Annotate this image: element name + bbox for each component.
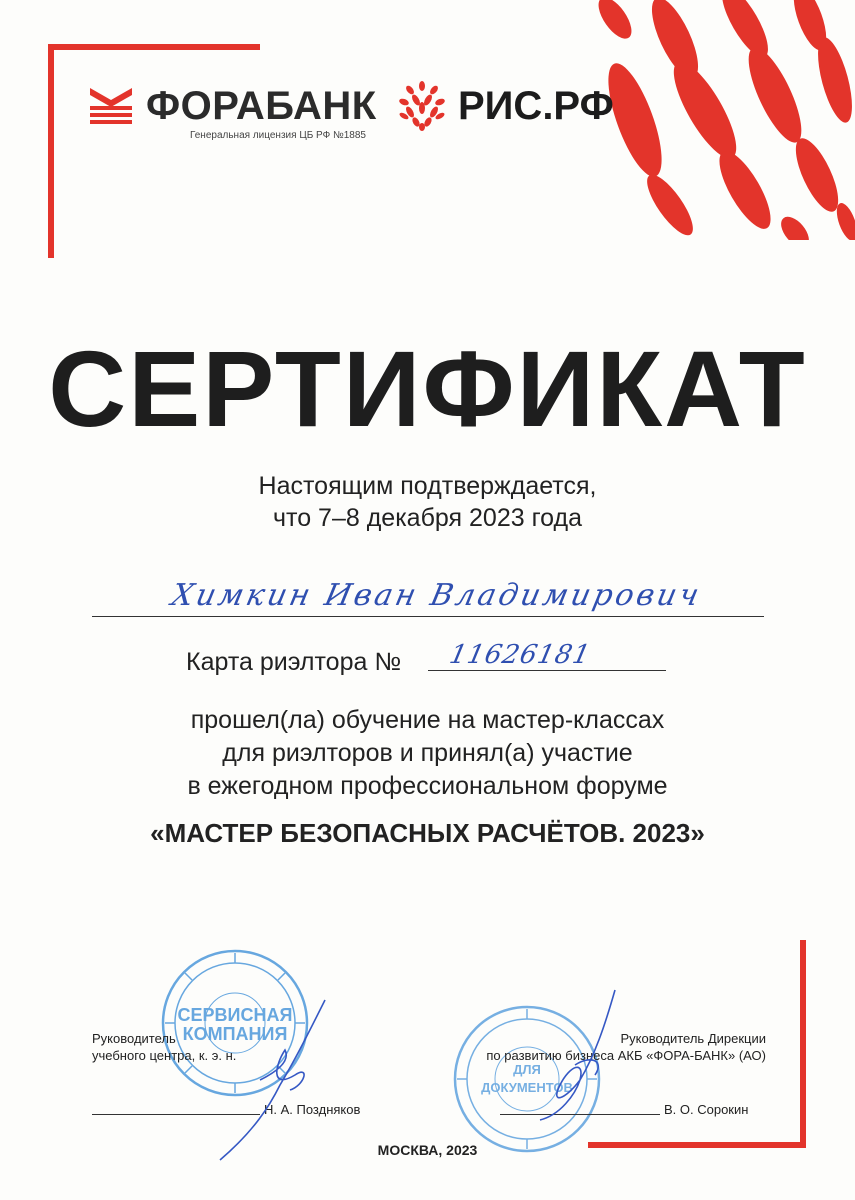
signature-left-line bbox=[92, 1114, 260, 1115]
signature-left-role-line-2: учебного центра, к. э. н. bbox=[92, 1048, 237, 1063]
partner-name: РИС.РФ bbox=[458, 84, 614, 128]
footer-city-year: МОСКВА, 2023 bbox=[377, 1142, 478, 1158]
signature-left-name: Н. А. Поздняков bbox=[264, 1102, 361, 1117]
stamp-right-center-line-1: ДЛЯ bbox=[513, 1062, 541, 1077]
signature-right-name: В. О. Сорокин bbox=[664, 1102, 749, 1117]
stamp-left-center-line-1: СЕРВИСНАЯ bbox=[177, 1005, 293, 1025]
certificate-title: СЕРТИФИКАТ bbox=[48, 328, 807, 449]
stamp-right-icon bbox=[452, 1004, 602, 1154]
forabank-logo-icon bbox=[90, 86, 132, 128]
ris-grain-logo-icon bbox=[396, 80, 448, 132]
stamp-left-icon bbox=[160, 948, 310, 1098]
signature-right-role-line-1: Руководитель Дирекции bbox=[620, 1031, 766, 1046]
stamp-left-center-line-2: КОМПАНИЯ bbox=[182, 1024, 288, 1044]
signature-left-role-line-1: Руководитель bbox=[92, 1031, 176, 1046]
card-number-label: Карта риэлтора № bbox=[186, 648, 402, 676]
bank-license: Генеральная лицензия ЦБ РФ №1885 bbox=[190, 130, 366, 141]
confirmation-text bbox=[0, 470, 855, 534]
confirmation-line-1: Настоящим подтверждается, bbox=[258, 472, 597, 500]
recipient-name-line bbox=[92, 616, 764, 617]
confirmation-line-2: что 7–8 декабря 2023 года bbox=[273, 504, 582, 532]
card-number-handwritten: 11626181 bbox=[446, 640, 594, 670]
forum-name: «МАСТЕР БЕЗОПАСНЫХ РАСЧЁТОВ. 2023» bbox=[150, 818, 705, 848]
signature-left-role bbox=[92, 1030, 236, 1064]
certificate-body bbox=[0, 704, 855, 803]
body-line-2: для риэлторов и принял(а) участие bbox=[222, 739, 633, 767]
body-line-3: в ежегодном профессиональном форуме bbox=[187, 772, 668, 800]
decorative-grain-pattern bbox=[595, 0, 855, 240]
frame-corner-bottom-right-vertical bbox=[800, 940, 806, 1148]
bank-name: ФОРАБАНК bbox=[146, 84, 377, 128]
frame-corner-top-left-vertical bbox=[48, 44, 54, 258]
frame-corner-top-left-horizontal bbox=[48, 44, 260, 50]
card-number-line bbox=[428, 670, 666, 671]
signature-right-role-line-2: по развитию бизнеса АКБ «ФОРА-БАНК» (АО) bbox=[486, 1048, 766, 1063]
stamp-right-center-line-2: ДОКУМЕНТОВ bbox=[481, 1080, 573, 1095]
recipient-name-handwritten: Химкин Иван Владимирович bbox=[168, 578, 705, 613]
signature-right-line bbox=[500, 1114, 660, 1115]
body-line-1: прошел(ла) обучение на мастер-классах bbox=[190, 706, 665, 734]
signature-right-role bbox=[420, 1030, 766, 1064]
